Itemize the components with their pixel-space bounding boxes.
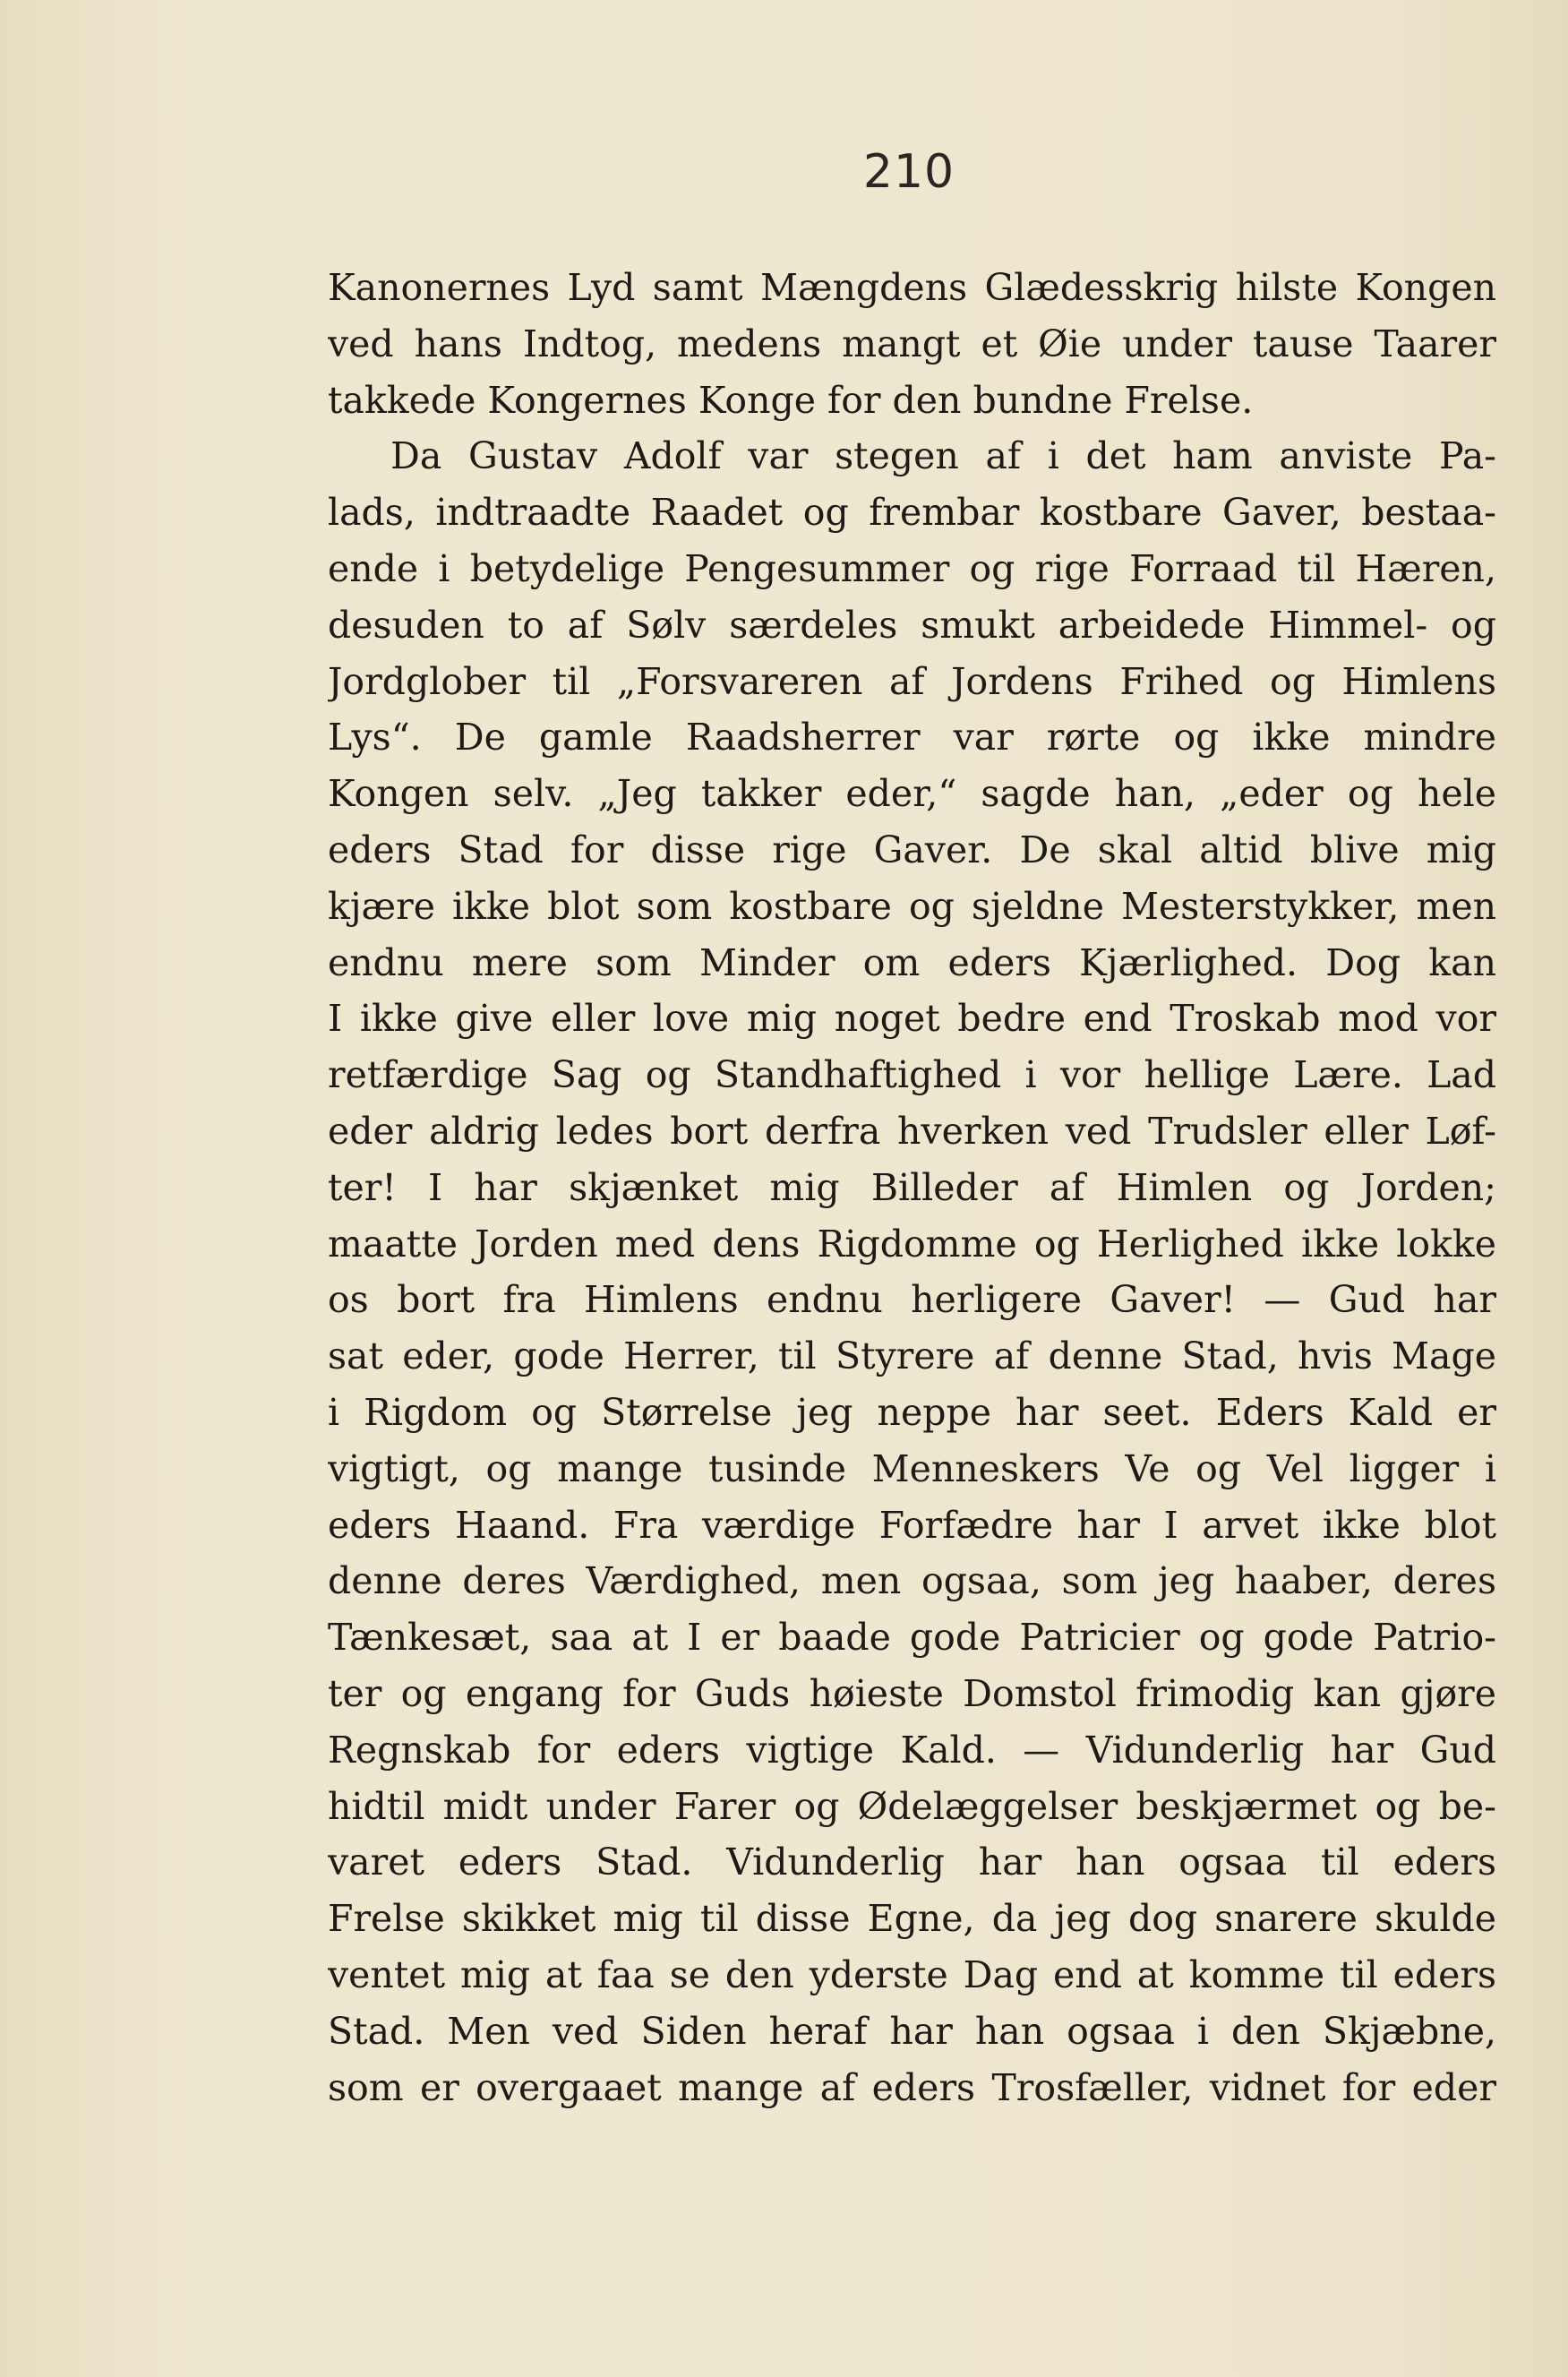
text-line: Frelse skikket mig til disse Egne, da jeg dog snarere skulde bbox=[328, 1897, 1496, 1941]
text-line: Regnskab for eders vigtige Kald. — Vidunderlig har Gud bbox=[328, 1728, 1496, 1772]
text-line: i Rigdom og Størrelse jeg neppe har seet. Eders Kald er bbox=[328, 1390, 1496, 1434]
text-line: sat eder, gode Herrer, til Styrere af denne Stad, hvis Mage bbox=[328, 1334, 1496, 1378]
text-line: eder aldrig ledes bort derfra hverken ved Trudsler eller Løf- bbox=[328, 1109, 1496, 1153]
text-line: endnu mere som Minder om eders Kjærlighed. Dog kan bbox=[328, 940, 1496, 984]
text-line: os bort fra Himlens endnu herligere Gaver! — Gud har bbox=[328, 1278, 1496, 1322]
text-line: ende i betydelige Pengesummer og rige Forraad til Hæren, bbox=[328, 546, 1496, 590]
text-line: eders Haand. Fra værdige Forfædre har I arvet ikke blot bbox=[328, 1503, 1496, 1547]
text-line: eders Stad for disse rige Gaver. De skal altid blive mig bbox=[328, 828, 1496, 871]
text-line: som er overgaaet mange af eders Trosfæller, vidnet for eder bbox=[328, 2065, 1496, 2109]
text-line: denne deres Værdighed, men ogsaa, som jeg haaber, deres bbox=[328, 1559, 1496, 1603]
text-line: ter! I har skjænket mig Billeder af Himlen og Jorden; bbox=[328, 1165, 1496, 1209]
text-line: vigtigt, og mange tusinde Menneskers Ve og Vel ligger i bbox=[328, 1446, 1496, 1490]
text-line: maatte Jorden med dens Rigdomme og Herlighed ikke lokke bbox=[328, 1222, 1496, 1266]
text-line: varet eders Stad. Vidunderlig har han ogsaa til eders bbox=[328, 1841, 1496, 1884]
text-line: ter og engang for Guds høieste Domstol frimodig kan gjøre bbox=[328, 1671, 1496, 1715]
body-text bbox=[328, 260, 1496, 2115]
text-line: I ikke give eller love mig noget bedre end Troskab mod vor bbox=[328, 997, 1496, 1041]
text-line: ved hans Indtog, medens mangt et Øie under tause Taarer bbox=[328, 322, 1496, 365]
text-line: Da Gustav Adolf var stegen af i det ham anviste Pa- bbox=[390, 434, 1496, 478]
text-line: retfærdige Sag og Standhaftighed i vor hellige Lære. Lad bbox=[328, 1053, 1496, 1097]
text-line: lads, indtraadte Raadet og frembar kostbare Gaver, bestaa- bbox=[328, 491, 1496, 535]
text-line: Tænkesæt, saa at I er baade gode Patricier og gode Patrio- bbox=[328, 1616, 1496, 1660]
text-line: takkede Kongernes Konge for den bundne Frelse. bbox=[328, 378, 1254, 422]
text-line: Lys“. De gamle Raadsherrer var rørte og ikke mindre bbox=[328, 716, 1496, 759]
text-line: Kanonernes Lyd samt Mængdens Glædesskrig hilste Kongen bbox=[328, 266, 1496, 309]
text-line: Jordglober til „Forsvareren af Jordens Frihed og Himlens bbox=[328, 659, 1496, 703]
page-number: 210 bbox=[862, 145, 955, 199]
text-line: Stad. Men ved Siden heraf har han ogsaa i den Skjæbne, bbox=[328, 2009, 1496, 2053]
text-line: desuden to af Sølv særdeles smukt arbeidede Himmel- og bbox=[328, 603, 1496, 647]
text-line: Kongen selv. „Jeg takker eder,“ sagde han, „eder og hele bbox=[328, 772, 1496, 816]
text-line: hidtil midt under Farer og Ødelæggelser beskjærmet og be- bbox=[328, 1784, 1496, 1828]
text-line: kjære ikke blot som kostbare og sjeldne Mesterstykker, men bbox=[328, 884, 1496, 928]
text-line: ventet mig at faa se den yderste Dag end at komme til eders bbox=[328, 1952, 1496, 1996]
